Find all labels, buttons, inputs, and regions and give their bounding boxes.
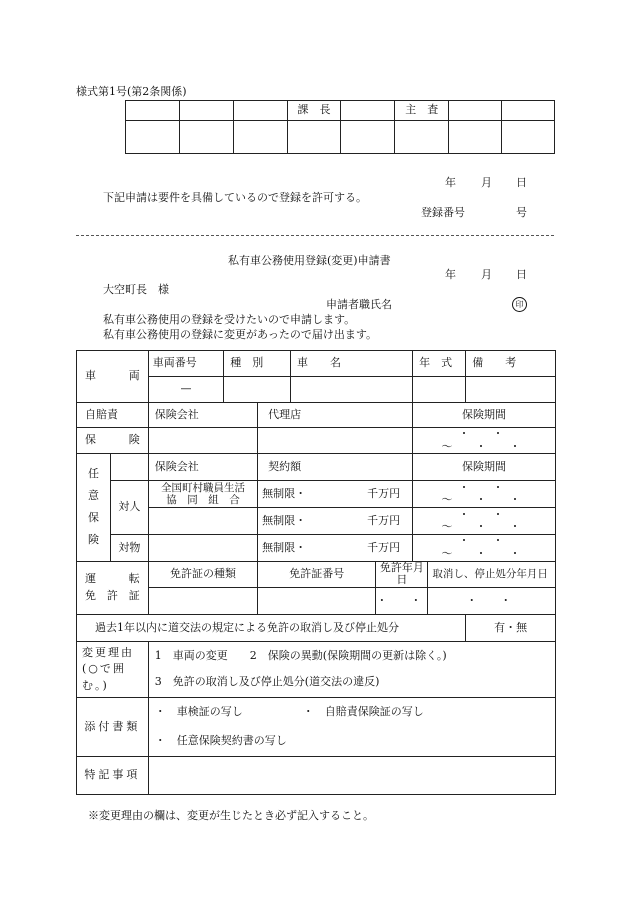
- vehicle-label: 車 両: [85, 369, 140, 383]
- license-type-header: 免許証の種類: [148, 561, 257, 587]
- application-title: 私有車公務使用登録(変更)申請書: [228, 254, 391, 267]
- vehicle-label-cell: [77, 351, 149, 403]
- application-table: [76, 350, 556, 795]
- approval-stamp-box[interactable]: [179, 121, 233, 154]
- attachment-item-1[interactable]: ・ 車検証の写し: [154, 705, 243, 719]
- property-label: 対物: [110, 535, 148, 561]
- attachments-list: [148, 697, 555, 756]
- license-revoke-date-header: 取消し、停止処分年月日: [428, 561, 556, 587]
- change-reason-option-3[interactable]: 3 免許の取消し及び停止処分(道交法の違反): [154, 675, 380, 689]
- property-unlimited[interactable]: 無制限・: [258, 535, 328, 561]
- property-million: 千万円: [327, 535, 412, 561]
- application-month-label: 月: [481, 268, 492, 281]
- bodily-label: 対人: [110, 481, 148, 535]
- voluntary-insurer-header: 保険会社: [148, 454, 257, 481]
- approval-stamp-box[interactable]: [395, 121, 449, 154]
- seal-mark: [512, 297, 527, 312]
- attachment-item-3[interactable]: ・ 任意保険契約書の写し: [154, 733, 287, 747]
- compulsory-label-2: 保 険: [85, 433, 140, 447]
- voluntary-label-cell: [77, 454, 111, 561]
- seal-circle: 印: [512, 297, 527, 312]
- vehicle-type-input[interactable]: [224, 377, 291, 403]
- vehicle-model-input[interactable]: [291, 377, 413, 403]
- approval-stamp-box[interactable]: [449, 121, 502, 154]
- voluntary-amount-header: 契約額: [258, 454, 413, 481]
- compulsory-insurer-header: 保険会社: [148, 403, 257, 428]
- change-reason-options: [148, 641, 555, 697]
- voluntary-char: 険: [87, 533, 99, 547]
- vehicle-model-header: 車 名: [291, 351, 413, 377]
- approval-kacho-label: 課 長: [287, 101, 341, 121]
- special-notes-label: 特記事項: [77, 756, 149, 794]
- bodily-unlimited-1[interactable]: 無制限・: [258, 481, 328, 508]
- special-notes-input[interactable]: [148, 756, 555, 794]
- bodily-period-1[interactable]: ・ ・ ～ ・ ・: [413, 481, 556, 508]
- approval-grid: [125, 100, 555, 154]
- voluntary-char: 意: [87, 489, 99, 503]
- compulsory-label-1: [77, 403, 149, 428]
- union-name-line-2: 協 同 組 合: [166, 494, 240, 507]
- change-reason-label: 変更理由(○で囲む。): [77, 641, 149, 697]
- license-label-cell: [77, 561, 149, 614]
- license-label-2: 免 許 証: [85, 589, 140, 603]
- license-date-header: 免許年月日: [376, 561, 428, 587]
- vehicle-year-input[interactable]: [413, 377, 466, 403]
- license-date-input[interactable]: ・ ・: [376, 587, 428, 614]
- approval-stamp-box[interactable]: [502, 121, 555, 154]
- approval-stamp-box[interactable]: [126, 121, 180, 154]
- compulsory-label-text: 自賠責: [85, 407, 118, 421]
- property-insurer-input[interactable]: [148, 535, 257, 561]
- approval-cell[interactable]: [449, 101, 502, 121]
- revocation-question: 過去1年以内に道交法の規定による免許の取消し及び停止処分: [77, 614, 466, 641]
- change-reason-option-2[interactable]: 2 保険の異動(保険期間の更新は除く。): [249, 648, 447, 662]
- union-name-cell: [148, 481, 257, 508]
- compulsory-period-header: 保険期間: [413, 403, 556, 428]
- vehicle-year-header: 年 式: [413, 351, 466, 377]
- bodily-million-1: 千万円: [327, 481, 412, 508]
- vehicle-plate-input[interactable]: [148, 377, 223, 403]
- approval-cell[interactable]: [233, 101, 287, 121]
- cut-line: [76, 235, 554, 236]
- compulsory-period-input[interactable]: ・ ・ ～ ・ ・: [413, 428, 556, 454]
- form-number: 様式第1号(第2条関係): [76, 85, 187, 98]
- license-number-input[interactable]: [258, 587, 376, 614]
- permit-month-label: 月: [481, 176, 492, 189]
- change-reason-option-1[interactable]: 1 車両の変更: [154, 648, 228, 662]
- footnote: ※変更理由の欄は、変更が生じたとき必ず記入すること。: [88, 809, 374, 822]
- permit-day-label: 日: [516, 176, 527, 189]
- attachments-line-1: [155, 706, 555, 719]
- compulsory-insurer-input[interactable]: [148, 428, 257, 454]
- voluntary-label: [77, 463, 110, 551]
- application-line-2: 私有車公務使用の登録に変更があったので届け出ます。: [103, 328, 378, 341]
- compulsory-agency-header: 代理店: [258, 403, 413, 428]
- voluntary-char: 保: [87, 511, 99, 525]
- revocation-answer[interactable]: 有・無: [466, 614, 556, 641]
- approval-stamp-box[interactable]: [233, 121, 287, 154]
- approval-stamp-box[interactable]: [287, 121, 341, 154]
- attachments-label: 添付書類: [77, 697, 149, 756]
- property-period[interactable]: ・ ・ ～ ・ ・: [413, 535, 556, 561]
- registration-number-label: 登録番号: [421, 206, 465, 219]
- change-reason-line-1: [155, 650, 555, 663]
- voluntary-period-header: 保険期間: [413, 454, 556, 481]
- addressee: 大空町長 様: [103, 283, 169, 296]
- approval-cell[interactable]: [126, 101, 180, 121]
- approval-cell[interactable]: [179, 101, 233, 121]
- vehicle-remarks-header: 備 考: [466, 351, 556, 377]
- approval-shusa-label: 主 査: [395, 101, 449, 121]
- vehicle-type-header: 種 別: [224, 351, 291, 377]
- bodily-million-2: 千万円: [327, 508, 412, 535]
- application-line-1: 私有車公務使用の登録を受けたいので申請します。: [103, 313, 356, 326]
- permit-year-label: 年: [445, 176, 456, 189]
- license-number-header: 免許証番号: [258, 561, 376, 587]
- registration-number-suffix: 号: [516, 206, 527, 219]
- compulsory-agency-input[interactable]: [258, 428, 413, 454]
- applicant-name-label: 申請者職氏名: [326, 298, 392, 311]
- approval-cell[interactable]: [341, 101, 395, 121]
- union-name-line-1: 全国町村職員生活: [160, 482, 245, 495]
- license-type-input[interactable]: [148, 587, 257, 614]
- attachment-item-2[interactable]: ・ 自賠責保険証の写し: [302, 705, 424, 719]
- compulsory-label-2-cell: [77, 428, 149, 454]
- bodily-unlimited-2[interactable]: 無制限・: [258, 508, 328, 535]
- approval-stamp-box[interactable]: [341, 121, 395, 154]
- vehicle-remarks-input[interactable]: [466, 377, 556, 403]
- vehicle-plate-header: 車両番号: [148, 351, 223, 377]
- permit-statement: 下記申請は要件を具備しているので登録を許可する。: [103, 191, 367, 204]
- license-revoke-date-input[interactable]: ・ ・: [428, 587, 556, 614]
- application-year-label: 年: [445, 268, 456, 281]
- bodily-insurer-input[interactable]: [148, 508, 257, 535]
- bodily-period-2[interactable]: ・ ・ ～ ・ ・: [413, 508, 556, 535]
- approval-cell[interactable]: [502, 101, 555, 121]
- voluntary-char: 任: [87, 467, 99, 481]
- license-label-1: 運 転: [85, 571, 140, 585]
- application-day-label: 日: [516, 268, 527, 281]
- voluntary-blank: [110, 454, 148, 481]
- plate-placeholder: —: [180, 382, 192, 396]
